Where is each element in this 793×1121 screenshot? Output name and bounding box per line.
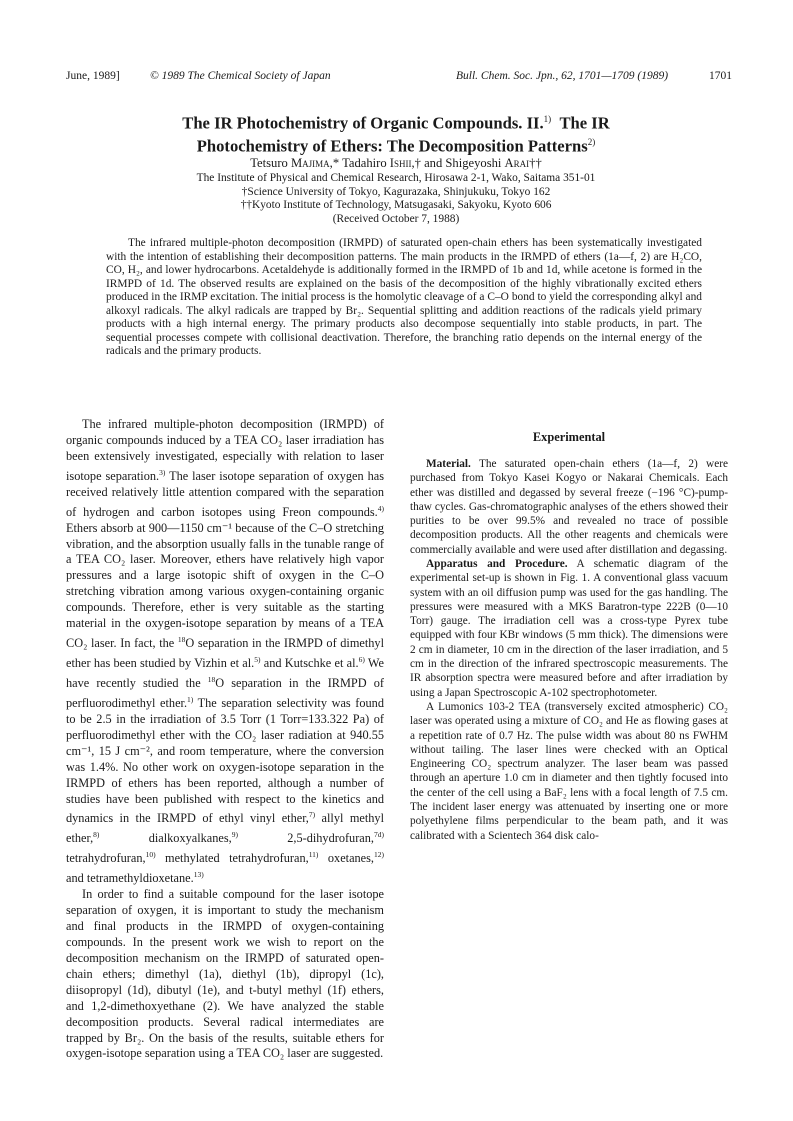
citation: 8) xyxy=(93,830,100,840)
text-run: The infrared multiple-photon decomposition (IRMPD) of organic compounds induced by a TEA CO₂ laser irradiation has been extensively investigated, especially with relation to laser isotope separation. xyxy=(66,417,384,483)
citation: 5) xyxy=(254,654,261,664)
author-1-last: Majima, xyxy=(290,156,333,170)
author-3-mark: †† xyxy=(529,156,542,170)
citation: 6) xyxy=(358,654,365,664)
citation: 10) xyxy=(145,850,156,860)
citation: 11) xyxy=(308,850,319,860)
header-copyright: © 1989 The Chemical Society of Japan xyxy=(150,70,331,82)
affiliation-3: ††Kyoto Institute of Technology, Matsugasaki, Sakyoku, Kyoto 606 xyxy=(240,199,552,212)
author-list xyxy=(66,156,726,171)
citation: 7d) xyxy=(374,830,384,840)
text-run: We have recently studied the xyxy=(66,656,384,691)
text-run: allyl methyl ether, xyxy=(66,811,384,846)
author-2-last: Ishii, xyxy=(389,156,415,170)
section-heading-experimental: Experimental xyxy=(532,430,606,444)
text-run: methylated tetrahydrofuran, xyxy=(155,851,309,866)
isotope-superscript: 18 xyxy=(177,634,186,644)
header-date: June, 1989] xyxy=(66,70,120,82)
affiliation-1: The Institute of Physical and Chemical Research, Hirosawa 2-1, Wako, Saitama 351-01 xyxy=(196,172,596,184)
citation: 12) xyxy=(374,850,385,860)
text-run: tetrahydrofuran, xyxy=(66,851,146,866)
abstract: The infrared multiple-photon decomposition (IRMPD) of saturated open-chain ethers has been systematically investigated with the intention of establishing their decomposition patterns. The main products in the IRMPD of ethers (1a—f, 2) are H₂CO, CO, H₂, and lower hydrocarbons. Acetaldehyde is additionally formed in the IRMPD of 1b and 1d, while acetone is formed in the IRMPD of 1d. The observed results are explained on the basis of the decomposition of the highly vibrationally excited ethers produced in the IRMP excitation. The initial process is the homolytic cleavage of a C–O bond to yield the corresponding alkyl and alkoxyl radicals. The alkyl radicals are trapped by Br₂. Sequential splitting and addition reactions of the radicals yield primary products with a high internal energy. The primary products also decompose sequentially into stable products, in part. The sequential processes compete with collisional deactivation. Therefore, the branching ratio depends on the internal energy of the radicals and the primary products. xyxy=(106,237,702,357)
text-run: dialkoxyalkanes, xyxy=(99,831,232,846)
text-run: The laser isotope separation of oxygen has received relatively little attention compared with the separation of hydrogen and carbon isotopes using Freon compounds. xyxy=(66,468,384,519)
citation: 3) xyxy=(159,467,166,477)
citation: 4) xyxy=(377,503,384,513)
experimental-body xyxy=(410,457,728,843)
affiliation-2: †Science University of Tokyo, Kagurazaka, Shinjukuku, Tokyo 162 xyxy=(241,185,551,198)
title-line1: The IR Photochemistry of Organic Compounds. II. xyxy=(182,113,544,133)
text-run: The separation selectivity was found to be 2.5 in the irradiation of 3.5 Torr (1 Torr=133.322 Pa) of perfluorodimethyl ether with the CO₂ laser radiation at 940.55 cm⁻¹, 15 J cm⁻², and room temperature, where the conversion was 1.4%. No other work on oxygen-isotope separation in the IRMPD of ethers has been reported, although a number of studies have been published with respect to the kinetics and dynamics in the IRMPD of ethyl vinyl ether, xyxy=(66,696,384,826)
right-column xyxy=(410,417,728,843)
text-run: 2,5-dihydrofuran, xyxy=(237,831,374,846)
run-in-heading: Apparatus and Procedure. xyxy=(426,557,568,570)
header-journal-citation: Bull. Chem. Soc. Jpn., 62, 1701—1709 (1989) xyxy=(456,70,669,82)
article-title xyxy=(66,110,726,155)
text-run: Ethers absorb at 900—1150 cm⁻¹ because of the C–O stretching vibration, and the absorption usually falls in the tunable range of a TEA CO₂ laser. Moreover, ethers have relatively high vapor pressures and a large isotopic shift of oxygen in the C–O stretching vibration among various oxygen-containing organic compounds. Therefore, ether is very suitable as the starting material in the oxygen-isotope separation by means of a TEA CO₂ laser. In fact, the xyxy=(66,520,384,651)
title-line2: Photochemistry of Ethers: The Decomposition Patterns xyxy=(196,136,588,156)
text-run: oxetanes, xyxy=(318,851,375,866)
intro-paragraph-1 xyxy=(66,417,384,887)
text-run: O separation in the IRMPD of perfluorodimethyl ether. xyxy=(66,676,384,711)
header-page-number: 1701 xyxy=(709,70,732,82)
material-paragraph xyxy=(410,457,728,557)
intro-paragraph-2: In order to find a suitable compound for the laser isotope separation of oxygen, it is important to study the mechanism and final products in the IRMPD of oxygen-containing compounds. In the present work we wish to report on the decomposition mechanism on the IRMPD of saturated open-chain ethers; dimethyl (1a), diethyl (1b), dipropyl (1c), diisopropyl (1d), dibutyl (1e), and t-butyl methyl (1f) ethers, and 1,2-dimethoxyethane (2). We have analyzed the stable decomposition products. Several radical intermediates are trapped by Br₂. On the basis of the results, suitable ethers for oxygen-isotope separation using a TEA CO₂ laser are suggested. xyxy=(66,887,384,1061)
title-ref-2: 2) xyxy=(587,136,596,147)
text-run: A schematic diagram of the experimental set-up is shown in Fig. 1. A conventional glass vacuum system with an oil diffusion pump was used for the gas handling. The pressures were measured with a MKS Baratron-type 222B (0—10 Torr) gauge. The irradiation cell was a cross-type Pyrex tube equipped with four KBr windows (5 mm thick). The dimensions were 2 cm in diameter, 10 cm in the direction of the laser irradiation, and 5 cm in the direction of the infrared spectroscopic measurements. The IR absorption spectra were measured before and after irradiation by using a Japan Spectroscopic A-102 spectrophotometer. xyxy=(410,557,728,699)
author-2-mark: † xyxy=(414,156,421,170)
author-1-mark: * xyxy=(332,156,340,170)
text-run: O separation in the IRMPD of dimethyl ether has been studied by Vizhin et al. xyxy=(66,636,384,671)
received-date: (Received October 7, 1988) xyxy=(332,212,460,225)
text-run: The saturated open-chain ethers (1a—f, 2) were purchased from Tokyo Kasei Kogyo or Nakarai Chemicals. Each ether was distilled and degassed by several freeze (−196 °C)-pump-thaw cycles. Gas-chromatographic analyses of the ethers showed their purities to be over 99.5% and revealed no trace of possible decomposition products. All the other reagents and chemicals were commercially available and were used after distillation and degassing. xyxy=(410,457,728,556)
text-run: and tetramethyldioxetane. xyxy=(66,871,194,886)
citation: 1) xyxy=(187,694,194,704)
author-1-first: Tetsuro xyxy=(250,156,291,170)
author-3-last: Arai xyxy=(504,156,530,170)
citation: 9) xyxy=(231,830,238,840)
citation: 7) xyxy=(308,810,316,820)
author-2-first: Tadahiro xyxy=(342,156,390,170)
running-header xyxy=(66,70,732,86)
laser-paragraph: A Lumonics 103-2 TEA (transversely excited atmospheric) CO₂ laser was operated using a mixture of CO₂ and He as flowing gases at a repetition rate of 0.7 Hz. The pulse width was about 80 ns FWHM without tailing. The laser lines were checked with an Optical Engineering CO₂ spectrum analyzer. The laser beam was passed through an aperture 1.0 cm in diameter and then tightly focused into the center of the cell using a BaF₂ lens with a focal length of 7.5 cm. The incident laser energy was attenuated by inserting one or more polyethylene films perpendicular to the beam path, and it was calibrated with a Scientech 364 disk calo- xyxy=(410,700,728,842)
affiliations xyxy=(66,172,726,226)
title-line1-b: The IR xyxy=(559,113,610,133)
author-3-first: and Shigeyoshi xyxy=(420,156,505,170)
apparatus-paragraph xyxy=(410,557,728,700)
left-column xyxy=(66,417,384,1062)
citation: 13) xyxy=(193,870,204,880)
isotope-superscript: 18 xyxy=(207,674,216,684)
text-run: and Kutschke et al. xyxy=(260,656,359,671)
title-ref-1: 1) xyxy=(543,114,552,124)
run-in-heading: Material. xyxy=(426,457,471,470)
